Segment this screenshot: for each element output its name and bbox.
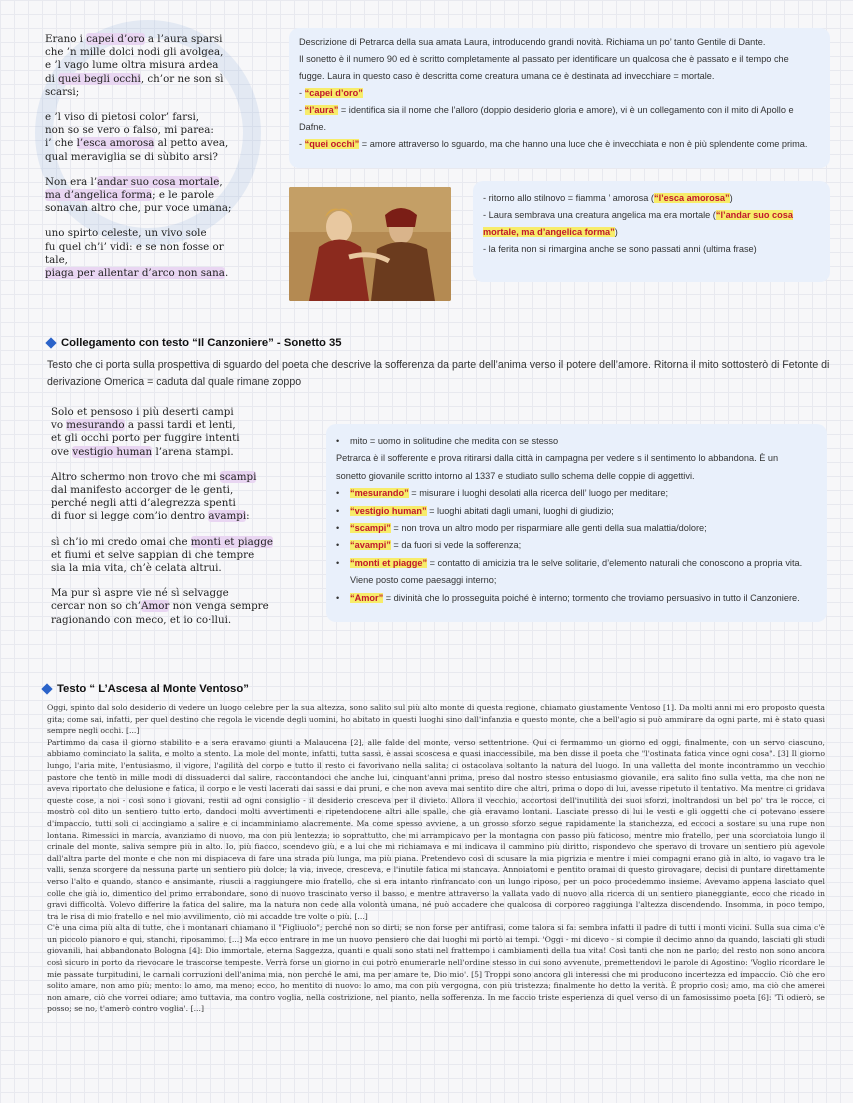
item-text: = da fuori si vede la sofferenza; — [390, 540, 522, 551]
poem2-line: ove vestigio human l’arena stampi. — [51, 445, 234, 458]
note-item — [299, 119, 820, 136]
poem1-line: ma d’angelica forma; e le parole — [45, 189, 215, 202]
note-item — [483, 224, 820, 241]
item-quote: “monti et piagge” — [350, 557, 428, 568]
note-line: fugge. Laura in questo caso è descritta come creatura umana ce è destinata ad invecchiare = mortale. — [299, 71, 715, 81]
poem2-line: sia la mia vita, ch’è celata altrui. — [51, 562, 222, 575]
note-item — [336, 520, 817, 537]
item-text: mito = uomo in solitudine che medita con se stesso — [350, 436, 559, 446]
item-text: = contatto di amicizia tra le selve solitarie, d’elemento naturali che conoscono a propria vita. — [427, 557, 803, 568]
painting-petrarca-laura — [289, 187, 451, 301]
item-text: ) — [614, 227, 618, 237]
poem2-line: Ma pur sì aspre vie né sì selvagge — [51, 587, 229, 600]
poem2-line: sì ch’io mi credo omai che monti et piagge — [51, 535, 274, 548]
highlight-mark: vestigio human — [72, 445, 153, 458]
item-quote: “scampi” — [350, 523, 391, 534]
poem1-line: fu quel ch’i’ vidi: e se non fosse or — [45, 240, 224, 253]
poem2-line: dal manifesto accorger de le genti, — [51, 484, 234, 497]
section-heading-monte-ventoso — [43, 683, 249, 695]
prose-monte-ventoso — [47, 702, 825, 1015]
item-quote: “Amor” — [350, 592, 384, 603]
note-line: Petrarca è il sofferente e prova ritirarsi dalla città in campagna per vedere s il sentimento lo abbandona. È un — [336, 453, 779, 464]
highlight-mark: avampi — [208, 510, 247, 523]
poem1-stanza-1 — [45, 33, 275, 99]
note-item — [483, 190, 820, 207]
item-quote: “vestigio human” — [350, 505, 427, 516]
poem1-line: che ’n mille dolci nodi gli avolgea, — [45, 46, 224, 59]
bullet-dot-icon: • — [336, 436, 340, 446]
item-quote: “l’esca amorosa” — [653, 193, 730, 203]
poem2-line: cercar non so ch’Amor non venga sempre — [51, 600, 269, 613]
prose-paragraph: Oggi, spinto dal solo desiderio di vedere un luogo celebre per la sua altezza, sono salito sul più alto monte di questa regione, chiamato giustamente Ventoso [1]. Da molti anni mi ero proposto questa gita; come sai, infatti, per quel destino che regola le vicende degli uomini, ho abitato in questi luoghi sino dall'infanzia e questo monte, che a bell'agio si può ammirare da ogni parte, mi è stato quasi sempre negli occhi. [...] — [47, 703, 825, 736]
poem1-line: e ’l vago lume oltra misura ardea — [45, 59, 219, 72]
poem1-line: di quei begli occhi, ch’or ne son sì — [45, 72, 224, 85]
poem1-line: uno spirto celeste, un vivo sole — [45, 227, 207, 240]
item-quote: “avampi” — [350, 540, 391, 551]
intro-line: Testo che ci porta sulla prospettiva di sguardo del poeta che descrive la sofferenza da parte dell’anima verso il potere dell’amore. Ritorna il mito sottosterò di Fetonte di — [47, 359, 830, 371]
item-text: = non trova un altro modo per risparmiare alle genti della sua malattia/dolore; — [390, 523, 707, 534]
highlight-mark: l’esca amorosa — [76, 137, 155, 150]
highlight-mark: scampi — [219, 470, 257, 483]
note-item — [336, 485, 817, 502]
item-text: - Laura sembrava una creatura angelica ma era mortale ( — [483, 210, 716, 220]
note-line: sonetto giovanile scritto intorno al 1337 e studiato sullo schema delle coppie di aggettivi. — [336, 470, 695, 481]
note-line: Il sonetto è il numero 90 ed è scritto completamente al passato per identificare un qualcosa che è passato e il tempo che — [299, 54, 789, 64]
note-item: - la ferita non si rimargina anche se sono passati anni (ultima frase) — [483, 244, 757, 254]
poem2-stanza-1 — [51, 406, 281, 459]
poem1-line: piaga per allentar d’arco non sana. — [45, 267, 229, 280]
note-item — [336, 433, 817, 450]
item-text: Dafne. — [299, 122, 327, 132]
poem2-stanza-3 — [51, 536, 281, 576]
item-text: - ritorno allo stilnovo = fiamma ’ amorosa ( — [483, 193, 654, 203]
note-item — [336, 537, 817, 554]
item-text: = amore attraverso lo sguardo, ma che hanno una luce che è invecchiata e non è più splendente come prima. — [359, 139, 808, 149]
poem1-line: non so se vero o falso, mi parea: — [45, 124, 214, 137]
poem2-stanza-2 — [51, 471, 281, 524]
note-item — [299, 85, 820, 102]
item-text: Viene posto come paesaggi interno; — [350, 575, 497, 586]
poem1-line: e ’l viso di pietosi color’ farsi, — [45, 111, 200, 124]
highlight-mark: capei d’oro — [86, 33, 145, 45]
highlight-mark: quei begli occhi — [58, 72, 141, 85]
poem-sonetto-90 — [45, 33, 275, 292]
poem2-line: ragionando con meco, et io co·llui. — [51, 613, 232, 626]
item-prefix: - — [299, 139, 305, 149]
note-box-sonetto-35 — [326, 424, 827, 622]
note-item — [336, 590, 817, 607]
note-item — [299, 136, 820, 153]
highlight-mark: piaga per allentar d’arco non sana — [45, 267, 225, 280]
bullet-dot-icon: • — [336, 488, 340, 499]
poem-sonetto-35 — [51, 406, 281, 639]
prose-paragraph: Partimmo da casa il giorno stabilito e a sera eravamo giunti a Malaucena [2], alle falde del monte, verso settentrione. Qui ci fermammo un giorno ed oggi, finalmente, con un servo ciascuno, abbiamo cominciato la salita, e molto a stento. La mole del monte, infatti, tutta sassi, è assai scoscesa e quasi inaccessibile, ma ben disse il poeta che "l'ostinata fatica vince ogni cosa". [3] Il giorno lungo, l'aria mite, l'entusiasmo, il vigore, l'agilità del corpo e tutto il resto ci favorivano nella salita; ci ostacolava soltanto la natura del luogo. In una valletta del monte incontrammo un vecchio pastore che tentò in mille modi di dissuaderci dal salire, raccontandoci che anche lui, cinquant'anni prima, preso dal nostro stesso entusiasmo giovanile, era salito fino sulla vetta, ma che non ne aveva riportato che delusione e fatica, il corpo e le vesti lacerati dai sassi e dai pruni, e che non aveva mai sentito dire che altri, prima o dopo di lui, avesse ripetuto il tentativo. Ma mentre ci gridava queste cose, a noi - così sono i giovani, restii ad ogni consiglio - il desiderio cresceva per il divieto. Allora il vecchio, accortosi dell'inutilità dei suoi sforzi, inoltrandosi un bel po' tra le rocce, ci mostrò col dito un sentiero tutto erto, dandoci molti avvertimenti e ripetendocene altri alle spalle, che già eravamo lontani. Lasciate presso di lui le vesti e gli oggetti che ci potevano essere d'impaccio, tutti soli ci accingiamo a salire e ci incamminiamo alacremente. Ma come spesso avviene, a un grosso sforzo segue rapidamente la stanchezza, ed eccoci a sostare su una rupe non lontana. Rimessici in marcia, avanziamo di nuovo, ma con più lentezza; io soprattutto, che mi arrampicavo per la montagna con passo più faticoso, mentre mio fratello, per una scorciatoia lungo il crinale del monte, saliva sempre più in alto. Io, più fiacco, scendevo giù, e a lui che mi richiamava e mi indicava il cammino più diritto, rispondevo che speravo di trovare un sentiero più agevole dall'altra parte del monte e che non mi dispiaceva di fare una strada più lunga, ma più piana. Pretendevo così di scusare la mia pigrizia e mentre i miei compagni erano già in alto, io vagavo tra le valli, senza scorgere da nessuna parte un sentiero più dolce; la via, invece, cresceva, e l'inutile fatica mi stancava. Annoiatomi e pentito oramai di questo girovagare, decisi di puntare direttamente verso l'alto e quando, stanco e ansimante, riuscii a raggiungere mio fratello, che si era intanto rinfrancato con un lungo riposo, per un poco procedemmo insieme. Avevamo appena lasciato quel colle che già io, dimentico del primo errabondare, sono di nuovo trascinato verso il basso, e mentre attraverso la vallata vado di nuovo alla ricerca di un sentiero pianeggiante, ecco che ricado in gravi difficoltà. Volevo differire la fatica del salire, ma la natura non cede alla volontà umana, né può accadere che qualcosa di corporeo raggiunga l'altezza discendendo. Insomma, in poco tempo, tra le risa di mio fratello e nel mio avvilimento, ciò mi accadde tre volte o più. [...] — [47, 737, 825, 921]
note-item — [336, 503, 817, 520]
poem2-line: perché negli atti d’alegrezza spenti — [51, 497, 236, 510]
item-text: = luoghi abitati dagli umani, luoghi di giudizio; — [426, 505, 614, 516]
section-heading-sonetto-35 — [47, 337, 342, 349]
diamond-bullet-icon — [41, 683, 52, 694]
item-text: = identifica sia il nome che l’alloro (doppio desiderio gloria e amore), vi è un collegamento con il mito di Apollo e — [338, 105, 794, 115]
item-prefix: - — [299, 105, 305, 115]
prose-paragraph: C'è una cima più alta di tutte, che i montanari chiamano il "Figliuolo"; perché non so dirti; se non forse per antifrasi, come talora si fa: sembra infatti il padre di tutti i monti vicini. Sulla sua cima c'è un piccolo pianoro e qui, stanchi, riposammo. [...] Ma ecco entrare in me un nuovo pensiero che dai luoghi mi portò ai tempi. 'Oggi - mi dicevo - si compie il decimo anno da quando, lasciati gli studi giovanili, hai abbandonato Bologna [4]: Dio immortale, eterna Saggezza, quanti e quali sono stati nel frattempo i cambiamenti della tua vita! Così tanti che non ne parlo; del resto non sono ancora così sicuro in porto da rievocare le trascorse tempeste. Verrà forse un giorno in cui potrò enumerarle nell'ordine stesso in cui sono avvenute, premettendovi le parole di Agostino: 'Voglio ricordare le mie passate turpitudini, le carnali corruzioni dell'anima mia, non perché le ami, ma per amare te, Dio mio'. [5] Troppi sono ancora gli interessi che mi producono incertezza ed impaccio. Ciò che ero solito amare, non amo più; mento: lo amo, ma meno; ecco, ho mentito di nuovo: lo amo, ma con più vergogna, con più tristezza; finalmente ho detto la verità. È proprio così; amo, ma ciò che amerei non amare, ciò che vorrei odiare; amo tuttavia, ma contro voglia, nella costrizione, nel pianto, nella sofferenza. In me faccio triste esperienza di quel verso di un famosissimo poeta [6]: 'Ti odierò, se posso; se no, t'amerò contro voglia'. [...] — [47, 923, 825, 1014]
poem1-stanza-2 — [45, 111, 275, 164]
poem1-stanza-3 — [45, 176, 275, 216]
note-box-stilnovo — [473, 181, 830, 282]
bullet-dot-icon: • — [336, 557, 340, 568]
poem1-line: tale, — [45, 253, 68, 266]
poem1-line: Erano i capei d’oro a l’aura sparsi — [45, 33, 223, 45]
poem1-stanza-4 — [45, 227, 275, 280]
item-quote: “mesurando” — [350, 488, 409, 499]
item-quote: “capei d’oro” — [304, 88, 363, 98]
item-quote: “quei occhi” — [304, 139, 360, 149]
item-quote: “l’aura” — [304, 105, 339, 115]
poem2-stanza-4 — [51, 587, 281, 627]
highlight-mark: monti et piagge — [190, 535, 274, 548]
painting-illustration — [289, 187, 451, 301]
highlight-mark: andar suo cosa mortale — [97, 175, 220, 188]
item-text: = divinità che lo prosseguita poiché è interno; tormento che troviamo persuasivo in tutto il Canzoniere. — [383, 592, 800, 603]
poem1-line: i’ che l’esca amorosa al petto avea, — [45, 137, 229, 150]
poem2-line: et fiumi et selve sappian di che tempre — [51, 548, 255, 561]
poem1-line: qual meraviglia se di sùbito arsi? — [45, 150, 218, 163]
poem1-line: Non era l’andar suo cosa mortale, — [45, 175, 223, 188]
highlight-mark: ma d’angelica forma — [45, 189, 153, 202]
bullet-dot-icon: • — [336, 540, 340, 551]
note-item — [483, 207, 820, 224]
diamond-bullet-icon — [45, 337, 56, 348]
highlight-mark: mesurando — [66, 419, 125, 432]
poem1-line: scarsi; — [45, 85, 80, 98]
item-quote: mortale, ma d’angelica forma” — [483, 227, 615, 237]
intro-line: derivazione Omerica = caduta dal quale rimane zoppo — [47, 376, 302, 388]
item-prefix: - — [299, 88, 305, 98]
poem2-line: Solo et pensoso i più deserti campi — [51, 406, 234, 418]
section-heading-text: Testo “ L’Ascesa al Monte Ventoso” — [57, 683, 249, 695]
note-line: Descrizione di Petrarca della sua amata Laura, introducendo grandi novità. Richiama un po’ tanto Gentile di Dante. — [299, 37, 766, 47]
poem2-line: Altro schermo non trovo che mi scampi — [51, 470, 257, 483]
bullet-dot-icon: • — [336, 523, 340, 534]
section-intro-sonetto-35 — [47, 357, 830, 391]
note-box-sonetto-90 — [289, 28, 830, 168]
poem2-line: et gli occhi porto per fuggire intenti — [51, 432, 240, 445]
bullet-dot-icon: • — [336, 592, 340, 603]
poem2-line: di fuor si legge com’io dentro avampi: — [51, 510, 250, 523]
section-heading-text: Collegamento con testo “Il Canzoniere” - Sonetto 35 — [61, 337, 342, 349]
highlight-mark: Amor — [141, 600, 170, 613]
note-item — [299, 102, 820, 119]
note-item — [336, 572, 817, 589]
item-quote: “l’andar suo cosa — [715, 210, 793, 220]
poem1-line: sonavan altro che, pur voce umana; — [45, 202, 232, 215]
item-text: ) — [729, 193, 733, 203]
bullet-dot-icon: • — [336, 505, 340, 516]
note-item — [336, 555, 817, 572]
poem2-line: vo mesurando a passi tardi et lenti, — [51, 419, 236, 432]
item-text: = misurare i luoghi desolati alla ricerca dell’ luogo per meditare; — [408, 488, 669, 499]
